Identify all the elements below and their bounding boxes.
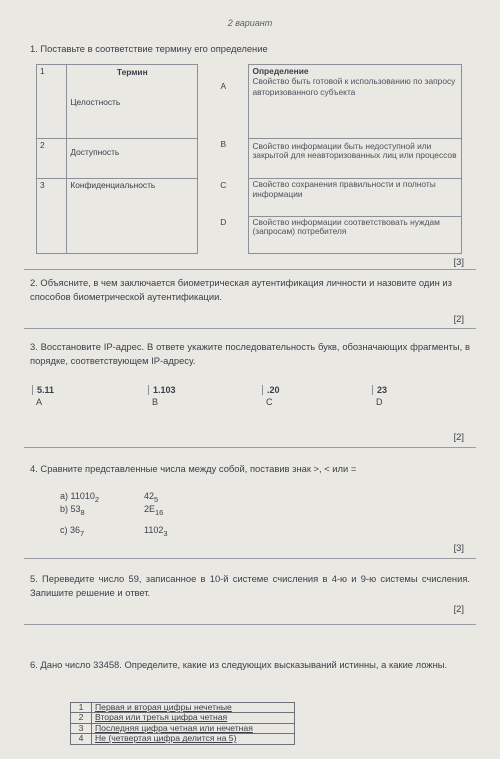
q6-table [70, 702, 295, 745]
q4-text: 4. Сравните представленные числа между собой, поставив знак >, < или = [30, 463, 357, 474]
q1-term-3: Конфиденциальность [67, 179, 198, 254]
q1-def-a: Свойство быть готовой к использованию по запросу авторизованного субъекта [252, 76, 456, 97]
q4-item-a: a) $11010_2$ $42_5$ [60, 491, 159, 504]
q1-num-3: 3 [37, 179, 67, 254]
divider [24, 558, 476, 559]
q4-item-c: c) $36_7$ $1102_3$ [60, 525, 168, 538]
q2-score: [2] [453, 313, 464, 324]
q6-text: 6. Дано число 33458. Определите, какие из следующих высказываний истинны, а какие ложны. [30, 659, 448, 670]
q1-num-1: 1 [37, 65, 67, 139]
q5-text: 5. Переведите число 59, записанное в 10-й системе счисления в 4-ю и 9-ю системы счисления. Запишите решение и ответ. [30, 573, 470, 598]
q2-text: 2. Объясните, в чем заключается биометрическая аутентификация личности и назовите один из способов биометрической аутентификации. [30, 277, 452, 302]
q5-score: [2] [453, 603, 464, 614]
table-row: 3 Последняя цифра четная или нечетная [71, 723, 295, 733]
ip-fragment-b: 1.103 B [148, 385, 233, 407]
q4-score: [3] [453, 542, 464, 553]
q1-table [36, 64, 462, 254]
q1-score: [3] [453, 256, 464, 267]
q1-title: 1. Поставьте в соответствие термину его определение [30, 43, 268, 54]
q1-def-b: Свойство информации быть недоступной или закрытой для неавторизованных лиц или процессов [249, 138, 462, 179]
q1-letter-a: A [220, 80, 227, 91]
q1-def-header: Определение [252, 66, 309, 76]
divider [24, 624, 476, 625]
q1-term-2: Доступность [67, 138, 198, 179]
q1-term-1: Целостность [70, 97, 121, 107]
ip-fragment-d: 23 D [372, 385, 427, 407]
table-row: 4 Не (четвертая цифра делится на 5) [71, 734, 295, 744]
table-row: 1 Первая и вторая цифры нечетные [71, 703, 295, 713]
divider [24, 447, 476, 448]
table-row: 2 Вторая или третья цифра четная [71, 713, 295, 723]
q1-term-header: Термин Целостность [67, 65, 198, 139]
q1-num-2: 2 [37, 138, 67, 179]
q1-def-cell-a [249, 65, 462, 139]
divider [24, 328, 476, 329]
q1-def-d: Свойство информации соответствовать нуждам (запросам) потребителя [249, 216, 462, 253]
divider [24, 269, 476, 270]
q4-item-b: b) $53_8$ $2E_{16}$ [60, 504, 164, 517]
ip-fragment-c: .20 C [262, 385, 347, 407]
ip-fragment-a: 5.11 A [32, 385, 117, 407]
q1-letter-b: B [220, 139, 227, 150]
q3-score: [2] [453, 431, 464, 442]
variant-heading: 2 вариант [227, 18, 273, 28]
q1-letter-d: D [220, 217, 227, 228]
q3-text: 3. Восстановите IP-адрес. В ответе укажите последовательность букв, обозначающих фрагменты, в порядке, соответствующем IP-адресу. [30, 341, 470, 366]
q1-def-c: Свойство сохранения правильности и полноты информации [249, 179, 462, 216]
q1-letter-c: C [220, 179, 227, 190]
